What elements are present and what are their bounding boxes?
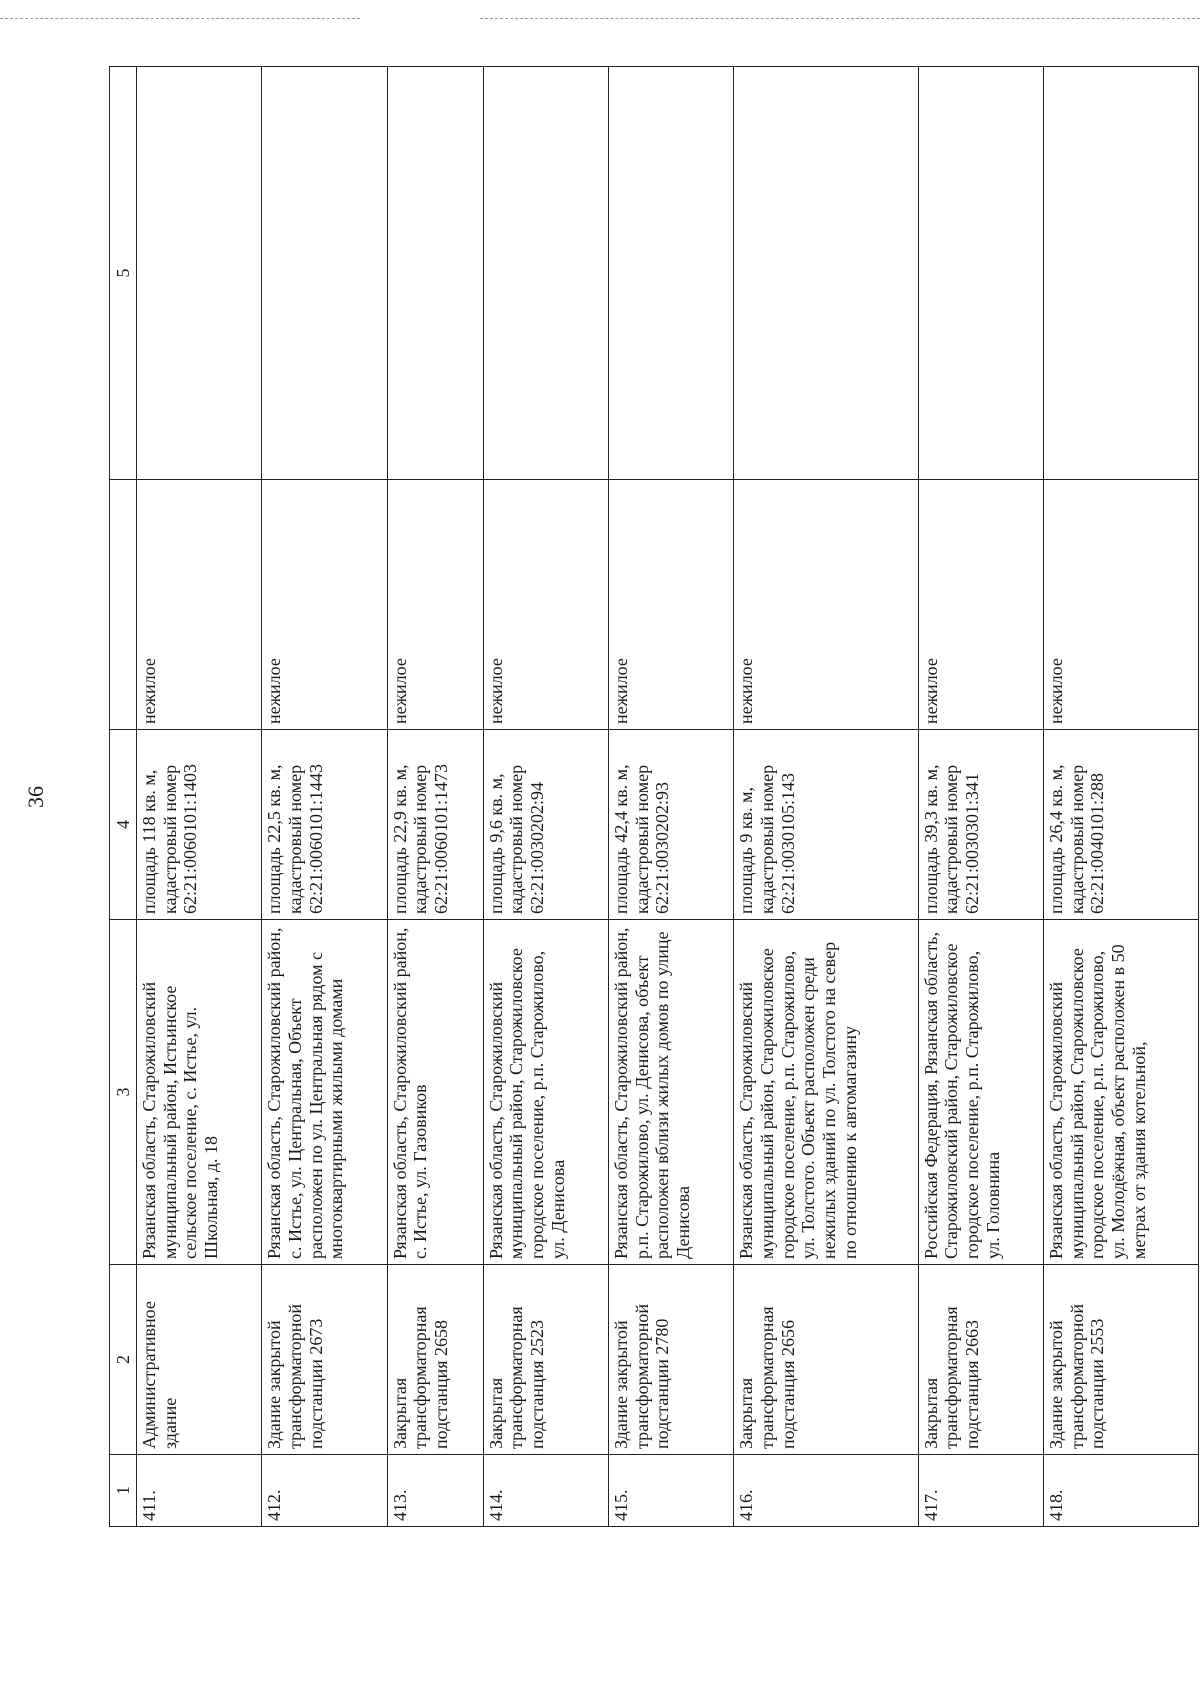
address-cell: Рязанская область, Старожиловский муниципальный район, Старожиловское городское поселение, р.п. Старожилово, ул. Молодёжная, объект расположен в 50 метрах от здания котельной, [1044, 920, 1199, 1265]
scan-edge-right [480, 18, 1200, 19]
purpose-cell: нежилое [734, 480, 918, 730]
characteristics-cell: площадь 9 кв. м, кадастровый номер 62:21:0030105:143 [734, 730, 918, 920]
object-name-cell: Закрытая трансформаторная подстанция 2658 [387, 1265, 483, 1455]
address-cell: Рязанская область, Старожиловский муниципальный район, Старожиловское городское поселение, р.п. Старожилово, ул. Денисова [483, 920, 608, 1265]
characteristics-cell: площадь 26,4 кв. м, кадастровый номер 62:21:0040101:288 [1044, 730, 1199, 920]
object-name-cell: Здание закрытой трансформаторной подстанции 2780 [608, 1265, 733, 1455]
purpose-cell: нежилое [608, 480, 733, 730]
table-row [387, 67, 483, 1527]
purpose-cell: нежилое [483, 480, 608, 730]
table-row [483, 67, 608, 1527]
column-header-purpose [110, 480, 137, 730]
address-cell: Рязанская область, Старожиловский муниципальный район, Истьинское сельское поселение, с. Истье, ул. Школьная, д. 18 [137, 920, 262, 1265]
address-cell: Рязанская область, Старожиловский район, с. Истье, ул. Газовиков [387, 920, 483, 1265]
object-name-cell: Здание закрытой трансформаторной подстанции 2673 [262, 1265, 387, 1455]
table-row [1044, 67, 1199, 1527]
row-number-cell: 414. [483, 1455, 608, 1527]
characteristics-cell: площадь 9,6 кв. м, кадастровый номер 62:21:0030202:94 [483, 730, 608, 920]
table-header-row [110, 67, 137, 1527]
characteristics-cell: площадь 22,9 кв. м, кадастровый номер 62:21:0060101:1473 [387, 730, 483, 920]
page-number: 36 [23, 786, 48, 808]
purpose-cell: нежилое [137, 480, 262, 730]
row-number-cell: 415. [608, 1455, 733, 1527]
table-row [734, 67, 918, 1527]
scan-edge-left [0, 18, 360, 19]
purpose-cell: нежилое [918, 480, 1043, 730]
address-cell: Российская Федерация, Рязанская область, Старожиловский район, Старожиловское городское поселение, р.п. Старожилово, ул. Головнина [918, 920, 1043, 1265]
column-5-cell [262, 67, 387, 480]
column-5-cell [137, 67, 262, 480]
table-row [137, 67, 262, 1527]
column-5-cell [387, 67, 483, 480]
property-table-container [109, 67, 1199, 1527]
column-5-cell [483, 67, 608, 480]
object-name-cell: Закрытая трансформаторная подстанция 2663 [918, 1265, 1043, 1455]
characteristics-cell: площадь 22,5 кв. м, кадастровый номер 62:21:0060101:1443 [262, 730, 387, 920]
column-header-3: 3 [110, 920, 137, 1265]
address-cell: Рязанская область, Старожиловский муниципальный район, Старожиловское городское поселение, р.п. Старожилово, ул. Толстого. Объект расположен среди нежилых зданий по ул. Толстого на север по отношению к автомагазину [734, 920, 918, 1265]
object-name-cell: Административное здание [137, 1265, 262, 1455]
column-5-cell [734, 67, 918, 480]
address-cell: Рязанская область, Старожиловский район, р.п. Старожилово, ул. Денисова, объект расположен вблизи жилых домов по улице Денисова [608, 920, 733, 1265]
purpose-cell: нежилое [262, 480, 387, 730]
column-header-2: 2 [110, 1265, 137, 1455]
column-header-4: 4 [110, 730, 137, 920]
characteristics-cell: площадь 42,4 кв. м, кадастровый номер 62:21:0030202:93 [608, 730, 733, 920]
object-name-cell: Закрытая трансформаторная подстанция 2656 [734, 1265, 918, 1455]
column-5-cell [608, 67, 733, 480]
row-number-cell: 418. [1044, 1455, 1199, 1527]
row-number-cell: 417. [918, 1455, 1043, 1527]
object-name-cell: Здание закрытой трансформаторной подстанции 2553 [1044, 1265, 1199, 1455]
row-number-cell: 411. [137, 1455, 262, 1527]
table-row [262, 67, 387, 1527]
characteristics-cell: площадь 118 кв. м, кадастровый номер 62:21:0060101:1403 [137, 730, 262, 920]
table-row [608, 67, 733, 1527]
column-5-cell [1044, 67, 1199, 480]
table-row [918, 67, 1043, 1527]
address-cell: Рязанская область, Старожиловский район, с. Истье, ул. Центральная, Объект расположен по ул. Центральная рядом с многоквартирными жилыми домами [262, 920, 387, 1265]
row-number-cell: 412. [262, 1455, 387, 1527]
object-name-cell: Закрытая трансформаторная подстанция 2523 [483, 1265, 608, 1455]
characteristics-cell: площадь 39,3 кв. м, кадастровый номер 62:21:0030301:341 [918, 730, 1043, 920]
purpose-cell: нежилое [387, 480, 483, 730]
column-5-cell [918, 67, 1043, 480]
property-table [109, 66, 1199, 1527]
row-number-cell: 416. [734, 1455, 918, 1527]
row-number-cell: 413. [387, 1455, 483, 1527]
column-header-1: 1 [110, 1455, 137, 1527]
column-header-5: 5 [110, 67, 137, 480]
purpose-cell: нежилое [1044, 480, 1199, 730]
